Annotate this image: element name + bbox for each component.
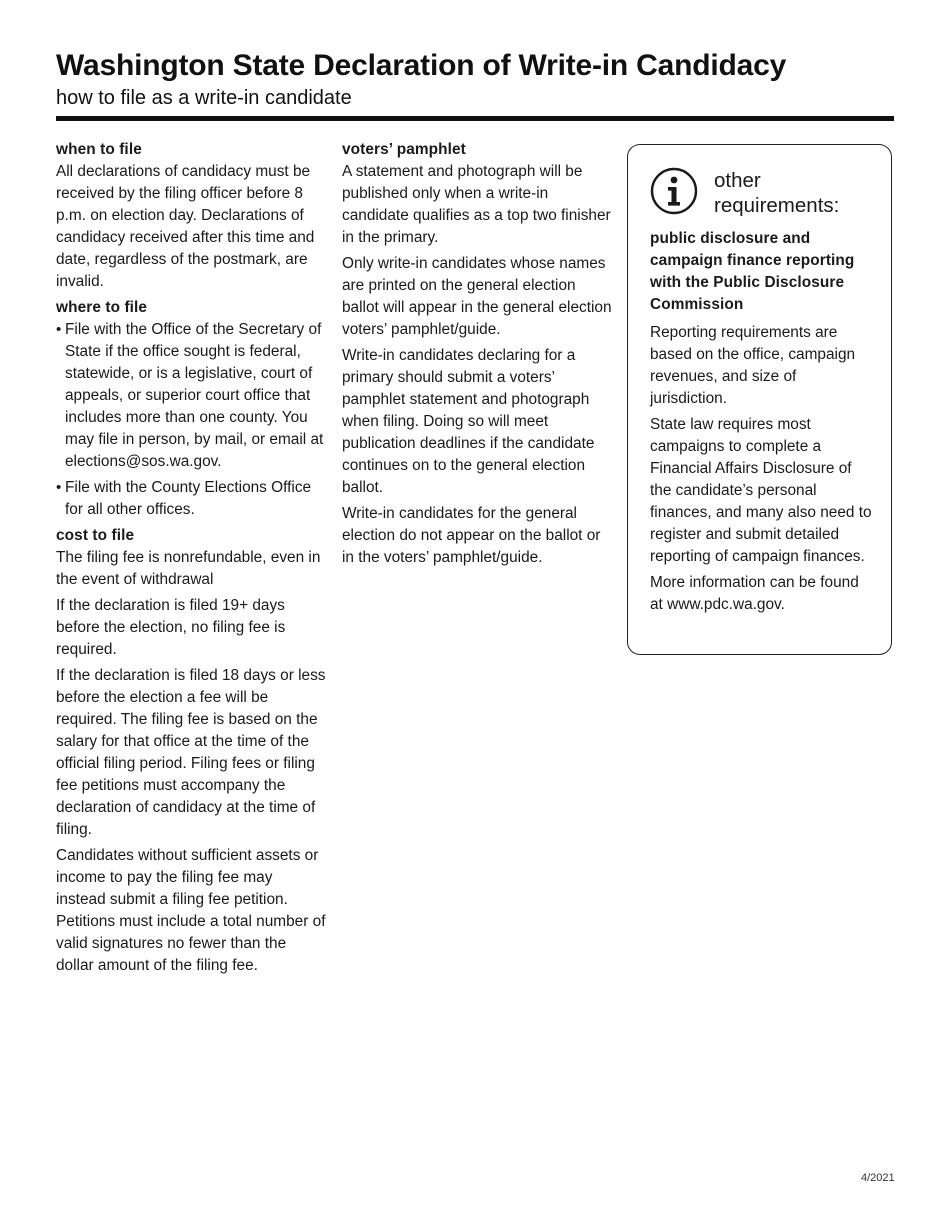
bullet-icon: • (56, 321, 62, 338)
voters-pamphlet-text: Write-in candidates declaring for a primary should submit a voters’ pamphlet statement and photograph when filing. Doing so will meet publication deadlines if the candidate continues on to the general election ballot. (342, 347, 595, 496)
revision-date: 4/2021 (861, 1172, 895, 1184)
public-disclosure-text: Reporting requirements are based on the office, campaign revenues, and size of jurisdiction. (650, 324, 856, 407)
list-item (56, 319, 326, 473)
where-to-file-county: File with the County Elections Office for all other offices. (65, 479, 312, 518)
when-to-file-heading: when to file (56, 141, 142, 158)
left-column (56, 139, 326, 981)
voters-pamphlet-text: Only write-in candidates whose names are printed on the general election ballot will appear in the general election voters’ pamphlet/guide. (342, 255, 612, 338)
cost-to-file-text: If the declaration is filed 19+ days before the election, no filing fee is required. (56, 597, 286, 658)
voters-pamphlet-text: A statement and photograph will be published only when a write-in candidate qualifies as a top two finisher in the primary. (342, 163, 611, 246)
where-to-file-heading: where to file (56, 299, 148, 316)
when-to-file-text: All declarations of candidacy must be received by the filing officer before 8 p.m. on election day. Declarations of candidacy received after this time and date, regardless of the postmark, are invalid. (56, 163, 315, 290)
voters-pamphlet-text: Write-in candidates for the general election do not appear on the ballot or in the voters’ pamphlet/guide. (342, 505, 601, 566)
info-icon (650, 167, 698, 215)
public-disclosure-text: State law requires most campaigns to complete a Financial Affairs Disclosure of the candidate’s personal finances, and many also need to register and submit detailed reporting of campaign finances. (650, 416, 872, 565)
cost-to-file-text: If the declaration is filed 18 days or less before the election a fee will be required. The filing fee is based on the salary for that office at the time of the official filing period. Filing fees or filing fee petitions must accompany the declaration of candidacy at the time of filing. (56, 667, 326, 838)
other-requirements-body (650, 228, 875, 620)
middle-column (342, 139, 614, 573)
cost-to-file-heading: cost to file (56, 527, 135, 544)
title-divider (56, 116, 894, 121)
where-to-file-section (56, 297, 326, 521)
page-subtitle: how to file as a write-in candidate (56, 87, 352, 109)
public-disclosure-text: More information can be found at www.pdc.wa.gov. (650, 574, 859, 613)
where-to-file-secretary-of-state: File with the Office of the Secretary of State if the office sought is federal, statewide, or is a legislative, court of appeals, or superior court office that includes more than one county. You may file in person, by mail, or email at elections@sos.wa.gov. (65, 321, 324, 470)
cost-to-file-text: Candidates without sufficient assets or income to pay the filing fee may instead submit a filing fee petition. Petitions must include a total number of valid signatures no fewer than the dollar amount of the filing fee. (56, 847, 326, 974)
bullet-icon: • (56, 479, 62, 496)
other-requirements-title: other requirements: (714, 169, 840, 217)
list-item (56, 477, 326, 521)
voters-pamphlet-heading: voters’ pamphlet (342, 141, 466, 158)
voters-pamphlet-section (342, 139, 614, 569)
when-to-file-section (56, 139, 326, 293)
public-disclosure-heading: public disclosure and campaign finance reporting with the Public Disclosure Commission (650, 230, 855, 313)
page-title: Washington State Declaration of Write-in Candidacy (56, 49, 787, 82)
cost-to-file-text: The filing fee is nonrefundable, even in the event of withdrawal (56, 549, 321, 588)
cost-to-file-section (56, 525, 326, 977)
